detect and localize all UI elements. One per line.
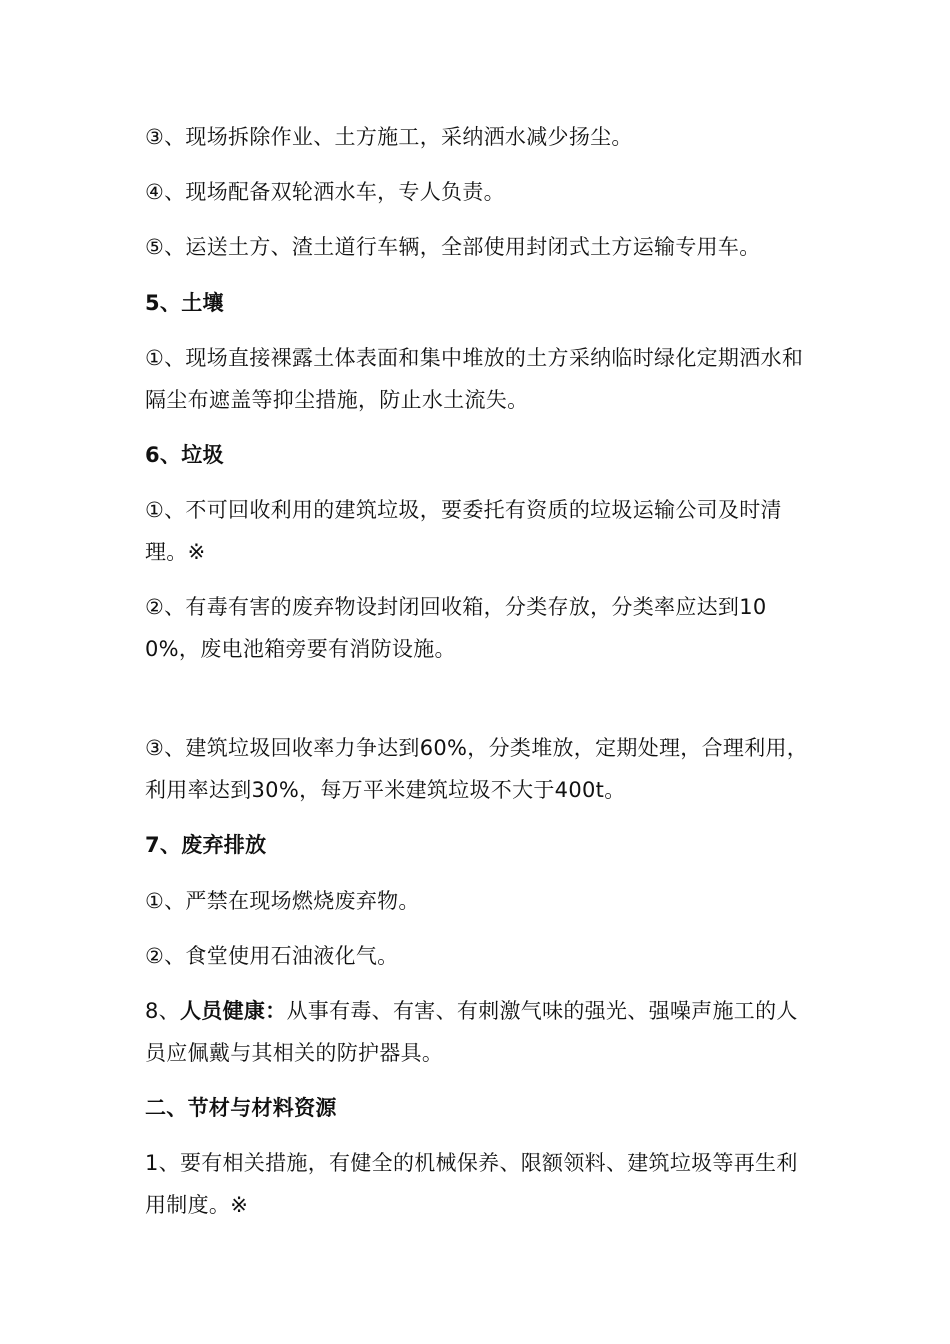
paragraph-recycling-rate: ③、建筑垃圾回收率力争达到60%，分类堆放，定期处理，合理利用，利用率达到30%，每万平米建筑垃圾不大于400t。 [145, 736, 809, 802]
paragraph-transport-vehicles: ⑤、运送土方、渣土道行车辆，全部使用封闭式土方运输专用车。 [145, 235, 761, 259]
paragraph-canteen-gas: ②、食堂使用石油液化气。 [145, 944, 399, 968]
heading-soil: 5、土壤 [145, 291, 224, 315]
paragraph-bold-lead: 人员健康： [179, 999, 287, 1023]
heading-garbage: 6、垃圾 [145, 443, 224, 467]
paragraph-nonrecyclable-waste: ①、不可回收利用的建筑垃圾，要委托有资质的垃圾运输公司及时清理。※ [145, 498, 782, 564]
paragraph-no-burning: ①、严禁在现场燃烧废弃物。 [145, 889, 420, 913]
paragraph-soil-cover: ①、现场直接裸露土体表面和集中堆放的土方采纳临时绿化定期洒水和隔尘布遮盖等抑尘措施，防止水土流失。 [145, 346, 804, 412]
heading-waste-discharge: 7、废弃排放 [145, 833, 267, 857]
paragraph-body: 从事有毒、有害、有刺激气味的强光、强噪声施工的人员应佩戴与其相关的防护器具。 [145, 999, 798, 1065]
paragraph-number: 8、 [145, 999, 180, 1023]
heading-material-saving: 二、节材与材料资源 [145, 1096, 337, 1120]
paragraph-dust-watering: ③、现场拆除作业、土方施工，采纳洒水减少扬尘。 [145, 125, 633, 149]
paragraph-personnel-health [145, 990, 810, 1074]
paragraph-hazardous-waste: ②、有毒有害的废弃物设封闭回收箱，分类存放，分类率应达到100%，废电池箱旁要有消防设施。 [145, 595, 767, 661]
paragraph-material-measures: 1、要有相关措施，有健全的机械保养、限额领料、建筑垃圾等再生利用制度。※ [145, 1151, 798, 1217]
paragraph-water-truck: ④、现场配备双轮洒水车，专人负责。 [145, 180, 505, 204]
